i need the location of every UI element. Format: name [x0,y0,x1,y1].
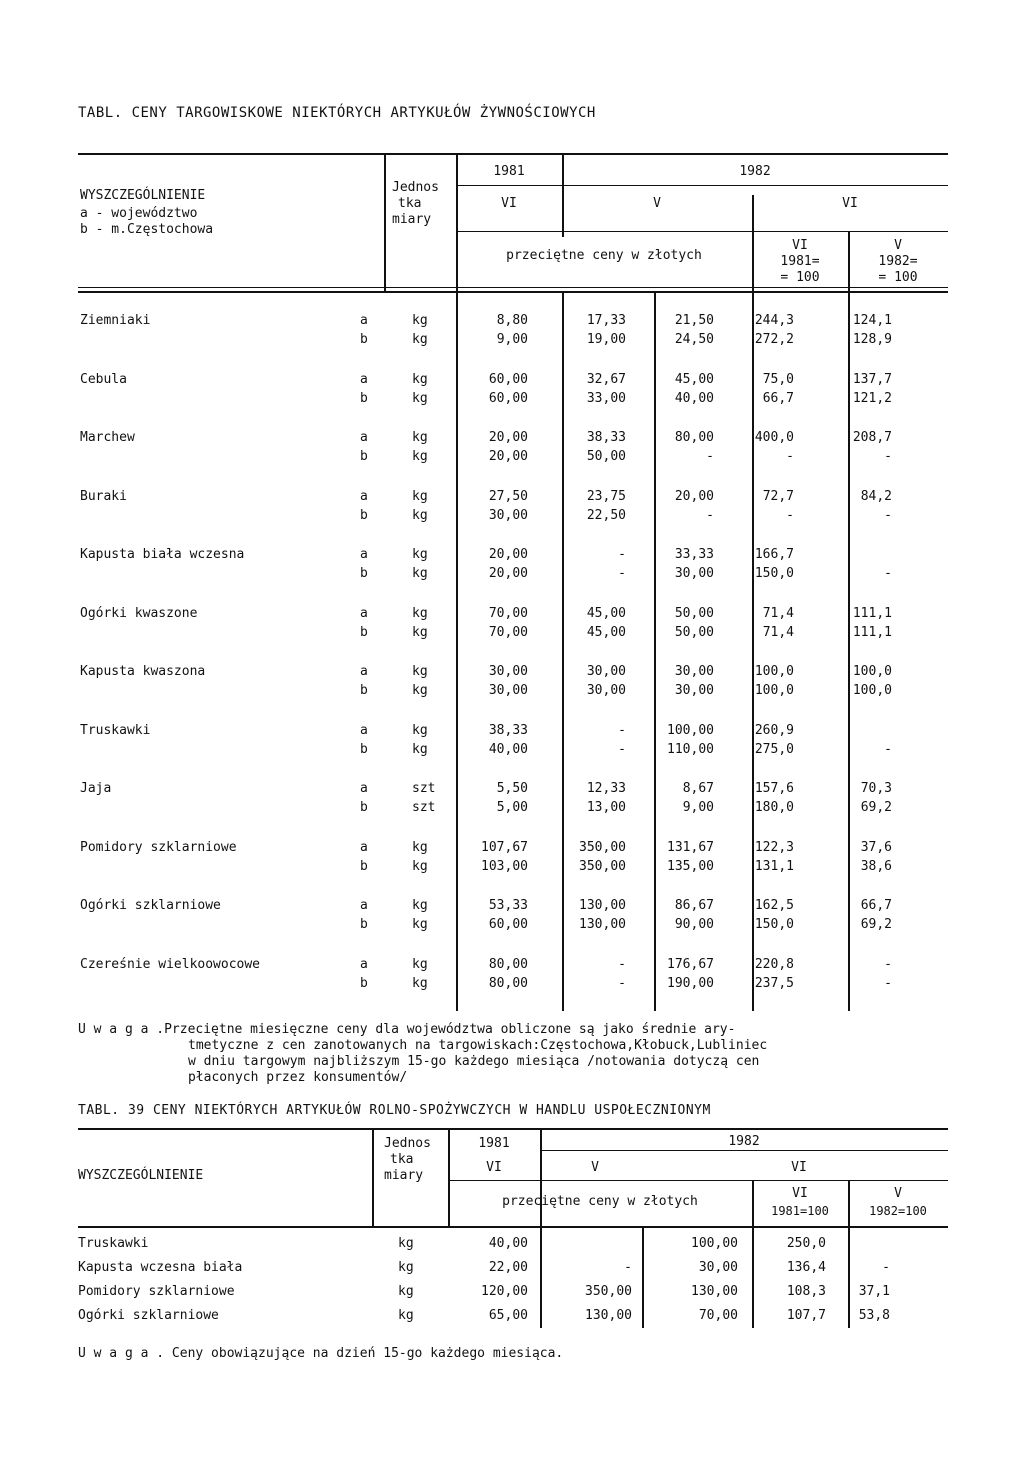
row-value: 100,0 [754,664,794,679]
row-value: 30,00 [488,508,528,523]
row-unit: kg [412,606,428,621]
row-value: 84,2 [860,489,892,504]
row-value: 50,00 [674,625,714,640]
table1-header-bottom-rule-2 [78,291,948,293]
table2-idx1-l2: 1981=100 [771,1204,829,1218]
table1-idx2-l3: = 100 [878,270,918,285]
row-value: 60,00 [488,391,528,406]
row-value: 69,2 [860,800,892,815]
row-value: 71,4 [762,625,794,640]
row-label: Kapusta biała wczesna [80,547,245,562]
row-value: 50,00 [674,606,714,621]
row-unit: kg [412,430,428,445]
table1-month-vi-1981: VI [501,196,517,211]
row-unit: kg [412,508,428,523]
table2-year-rule [540,1150,948,1151]
table1-col-name-1: WYSZCZEGÓLNIENIE [80,188,206,203]
table1-unit-3: miary [392,212,432,227]
row-value: 21,50 [674,313,714,328]
row-value: 80,00 [488,976,528,991]
row-label: Jaja [80,781,112,796]
row-unit: kg [412,917,428,932]
table1-year-1982: 1982 [739,164,771,179]
row-value: 23,75 [586,489,626,504]
row-value: 157,6 [754,781,794,796]
row-value: 24,50 [674,332,714,347]
row-value: 9,00 [682,800,714,815]
row-value: 66,7 [762,391,794,406]
row-value: 45,00 [586,606,626,621]
table1-note-line-1: U w a g a .Przeciętne miesięczne ceny dla województwa obliczone są jako średnie ary- [78,1022,736,1037]
row-value: - [618,742,626,757]
row-unit: kg [412,313,428,328]
row-unit: szt [412,800,436,815]
row-unit: kg [412,723,428,738]
row-unit: kg [412,372,428,387]
row-value: 237,5 [754,976,794,991]
row-value: 53,33 [488,898,528,913]
table1-vline-1 [384,153,386,291]
row-ab-marker: b [360,508,368,523]
row-value: - [618,976,626,991]
row-value: 150,0 [754,917,794,932]
row-value: 350,00 [579,840,626,855]
row-value: 60,00 [488,372,528,387]
row-value: 250,0 [786,1236,826,1251]
table2-note: U w a g a . Ceny obowiązujące na dzień 15-go każdego miesiąca. [78,1346,564,1361]
row-ab-marker: a [360,898,368,913]
row-value: 130,00 [579,898,626,913]
row-value: - [618,547,626,562]
row-value: 8,67 [682,781,714,796]
row-unit: kg [412,391,428,406]
row-value: 53,8 [858,1308,890,1323]
row-value: 120,00 [481,1284,528,1299]
row-value: 30,00 [488,664,528,679]
row-ab-marker: a [360,489,368,504]
table1-idx2-l1: V [894,238,902,253]
row-value: 86,67 [674,898,714,913]
table1-idx1-l1: VI [792,238,808,253]
row-label: Truskawki [80,723,151,738]
row-value: 100,0 [852,683,892,698]
row-value: 162,5 [754,898,794,913]
row-unit: kg [412,683,428,698]
row-label: Ogórki szklarniowe [78,1308,219,1323]
row-ab-marker: b [360,859,368,874]
row-value: 121,2 [852,391,892,406]
row-ab-marker: b [360,976,368,991]
row-ab-marker: b [360,683,368,698]
row-value: 72,7 [762,489,794,504]
row-value: 100,00 [691,1236,738,1251]
row-value: 19,00 [586,332,626,347]
row-value: 350,00 [585,1284,632,1299]
row-value: 150,0 [754,566,794,581]
table2-top-rule [78,1128,948,1130]
row-value: 107,67 [481,840,528,855]
table1-month-rule [456,231,948,232]
row-value: 30,00 [698,1260,738,1275]
table1-avg-prices-label: przeciętne ceny w złotych [506,248,702,263]
row-value: 40,00 [488,742,528,757]
table1-col-name-2: a - województwo [80,206,198,221]
row-value: 27,50 [488,489,528,504]
row-value: 110,00 [667,742,714,757]
table1-col-name-3: b - m.Częstochowa [80,222,214,237]
row-unit: szt [412,781,436,796]
row-ab-marker: a [360,430,368,445]
row-value: 100,0 [754,683,794,698]
row-value: 40,00 [674,391,714,406]
table2-unit-2: tka [390,1152,414,1167]
row-value: 33,33 [674,547,714,562]
row-value: 130,00 [691,1284,738,1299]
row-value: 80,00 [488,957,528,972]
table1-idx1-l2: 1981= [780,254,820,269]
row-value: 131,1 [754,859,794,874]
row-value: 5,00 [496,800,528,815]
table1-idx1-l3: = 100 [780,270,820,285]
table2-body-vline-3 [540,1228,542,1328]
row-value: 166,7 [754,547,794,562]
row-value: 111,1 [852,606,892,621]
row-label: Kapusta wczesna biała [78,1260,243,1275]
row-value: 30,00 [586,664,626,679]
table2-idx1-l1: VI [792,1186,808,1201]
row-value: 130,00 [579,917,626,932]
row-value: 66,7 [860,898,892,913]
row-ab-marker: b [360,449,368,464]
row-value: 22,00 [488,1260,528,1275]
table2-unit-3: miary [384,1168,424,1183]
table2-month-vi-1982: VI [791,1160,807,1175]
table2-year-1982: 1982 [728,1134,760,1149]
row-unit: kg [412,625,428,640]
row-label: Cebula [80,372,127,387]
row-value: 108,3 [786,1284,826,1299]
row-ab-marker: b [360,625,368,640]
table2-month-vi-1981: VI [486,1160,502,1175]
row-value: 38,33 [586,430,626,445]
row-value: 12,33 [586,781,626,796]
row-value: 45,00 [586,625,626,640]
table1-title: TABL. CENY TARGOWISKOWE NIEKTÓRYCH ARTYKUŁÓW ŻYWNOŚCIOWYCH [78,105,596,121]
row-ab-marker: b [360,917,368,932]
row-value: 111,1 [852,625,892,640]
row-ab-marker: b [360,742,368,757]
row-value: - [706,508,714,523]
row-value: 350,00 [579,859,626,874]
row-value: 244,3 [754,313,794,328]
row-value: - [618,723,626,738]
row-ab-marker: a [360,664,368,679]
row-value: 124,1 [852,313,892,328]
row-value: 272,2 [754,332,794,347]
row-value: 220,8 [754,957,794,972]
row-value: - [884,742,892,757]
row-label: Truskawki [78,1236,149,1251]
table2-body-vline-4 [642,1228,644,1328]
row-value: 17,33 [586,313,626,328]
row-value: - [786,508,794,523]
row-value: - [884,508,892,523]
row-value: 38,33 [488,723,528,738]
row-unit: kg [412,859,428,874]
row-value: 135,00 [667,859,714,874]
row-ab-marker: b [360,800,368,815]
row-value: - [706,449,714,464]
row-label: Czereśnie wielkoowocowe [80,957,261,972]
row-value: 71,4 [762,606,794,621]
row-value: 33,00 [586,391,626,406]
row-value: 69,2 [860,917,892,932]
row-value: - [624,1260,632,1275]
row-value: 176,67 [667,957,714,972]
table2-title: TABL. 39 CENY NIEKTÓRYCH ARTYKUŁÓW ROLNO-SPOŻYWCZYCH W HANDLU USPOŁECZNIONYM [78,1103,711,1118]
row-value: 80,00 [674,430,714,445]
row-value: 131,67 [667,840,714,855]
row-value: 70,3 [860,781,892,796]
row-value: - [884,976,892,991]
row-value: 107,7 [786,1308,826,1323]
table2-year-1981: 1981 [478,1136,510,1151]
table2-vline-1 [372,1128,374,1226]
row-unit: kg [412,664,428,679]
row-value: 70,00 [488,606,528,621]
table1-note-line-4: płaconych przez konsumentów/ [188,1070,408,1085]
row-value: - [618,566,626,581]
row-value: 30,00 [674,566,714,581]
table2-header-bottom-rule [78,1226,948,1228]
table2-idx2-l1: V [894,1186,902,1201]
row-label: Kapusta kwaszona [80,664,206,679]
row-value: - [884,957,892,972]
table2-month-rule [448,1180,948,1181]
row-unit: kg [398,1236,414,1251]
row-label: Pomidory szklarniowe [78,1284,235,1299]
row-label: Pomidory szklarniowe [80,840,237,855]
row-unit: kg [412,742,428,757]
row-ab-marker: a [360,313,368,328]
row-value: 90,00 [674,917,714,932]
table2-idx2-l2: 1982=100 [869,1204,927,1218]
row-ab-marker: a [360,372,368,387]
row-value: 103,00 [481,859,528,874]
row-value: 37,1 [858,1284,890,1299]
row-value: 137,7 [852,372,892,387]
row-value: 65,00 [488,1308,528,1323]
row-label: Marchew [80,430,135,445]
row-value: 38,6 [860,859,892,874]
row-label: Buraki [80,489,127,504]
row-unit: kg [412,332,428,347]
row-value: - [786,449,794,464]
row-unit: kg [412,449,428,464]
row-value: 22,50 [586,508,626,523]
row-ab-marker: a [360,840,368,855]
table1-month-vi-1982: VI [842,196,858,211]
row-value: 130,00 [585,1308,632,1323]
row-value: 20,00 [488,449,528,464]
table1-header-bottom-rule [78,287,948,288]
row-value: - [618,957,626,972]
row-value: 5,50 [496,781,528,796]
row-value: 100,0 [852,664,892,679]
row-value: 37,6 [860,840,892,855]
row-value: 180,0 [754,800,794,815]
row-value: 50,00 [586,449,626,464]
row-value: 8,80 [496,313,528,328]
row-value: 30,00 [674,683,714,698]
row-value: 40,00 [488,1236,528,1251]
row-unit: kg [398,1260,414,1275]
row-unit: kg [412,489,428,504]
table2-avg-prices-label: przeciętne ceny w złotych [502,1194,698,1209]
table2-unit-1: Jednos [384,1136,431,1151]
row-value: 45,00 [674,372,714,387]
row-value: 20,00 [488,566,528,581]
row-value: - [884,449,892,464]
row-ab-marker: b [360,391,368,406]
row-value: 60,00 [488,917,528,932]
table1-month-v-1982: V [653,196,661,211]
row-unit: kg [412,976,428,991]
row-label: Ziemniaki [80,313,151,328]
row-value: 400,0 [754,430,794,445]
row-unit: kg [398,1284,414,1299]
row-value: 32,67 [586,372,626,387]
row-value: 208,7 [852,430,892,445]
table1-note-line-2: tmetyczne z cen zanotowanych na targowiskach:Częstochowa,Kłobuck,Lubliniec [188,1038,768,1053]
row-value: - [882,1260,890,1275]
row-value: 128,9 [852,332,892,347]
row-value: 13,00 [586,800,626,815]
row-ab-marker: a [360,606,368,621]
row-value: 20,00 [488,547,528,562]
row-unit: kg [412,566,428,581]
row-value: 100,00 [667,723,714,738]
row-value: 190,00 [667,976,714,991]
row-ab-marker: b [360,566,368,581]
table1-unit-1: Jednos [392,180,439,195]
row-value: - [884,566,892,581]
row-label: Ogórki kwaszone [80,606,198,621]
row-value: 70,00 [488,625,528,640]
row-ab-marker: b [360,332,368,347]
row-value: 122,3 [754,840,794,855]
row-ab-marker: a [360,781,368,796]
row-ab-marker: a [360,547,368,562]
table2-col-name: WYSZCZEGÓLNIENIE [78,1168,204,1183]
row-value: 275,0 [754,742,794,757]
row-ab-marker: a [360,957,368,972]
row-label: Ogórki szklarniowe [80,898,221,913]
row-value: 260,9 [754,723,794,738]
table1-idx2-l2: 1982= [878,254,918,269]
table1-year-rule [456,185,948,186]
row-value: 20,00 [674,489,714,504]
table2-month-v-1982: V [591,1160,599,1175]
row-value: 75,0 [762,372,794,387]
row-value: 20,00 [488,430,528,445]
table1-year-1981: 1981 [493,164,525,179]
table1-top-rule [78,153,948,155]
table1-unit-2: tka [398,196,422,211]
table1-note-line-3: w dniu targowym najbliższym 15-go każdego miesiąca /notowania dotyczą cen [188,1054,760,1069]
row-value: 136,4 [786,1260,826,1275]
row-ab-marker: a [360,723,368,738]
row-value: 30,00 [674,664,714,679]
row-unit: kg [412,898,428,913]
row-value: 70,00 [698,1308,738,1323]
row-unit: kg [412,840,428,855]
row-unit: kg [412,957,428,972]
row-unit: kg [398,1308,414,1323]
row-value: 30,00 [488,683,528,698]
row-unit: kg [412,547,428,562]
row-value: 30,00 [586,683,626,698]
row-value: 9,00 [496,332,528,347]
